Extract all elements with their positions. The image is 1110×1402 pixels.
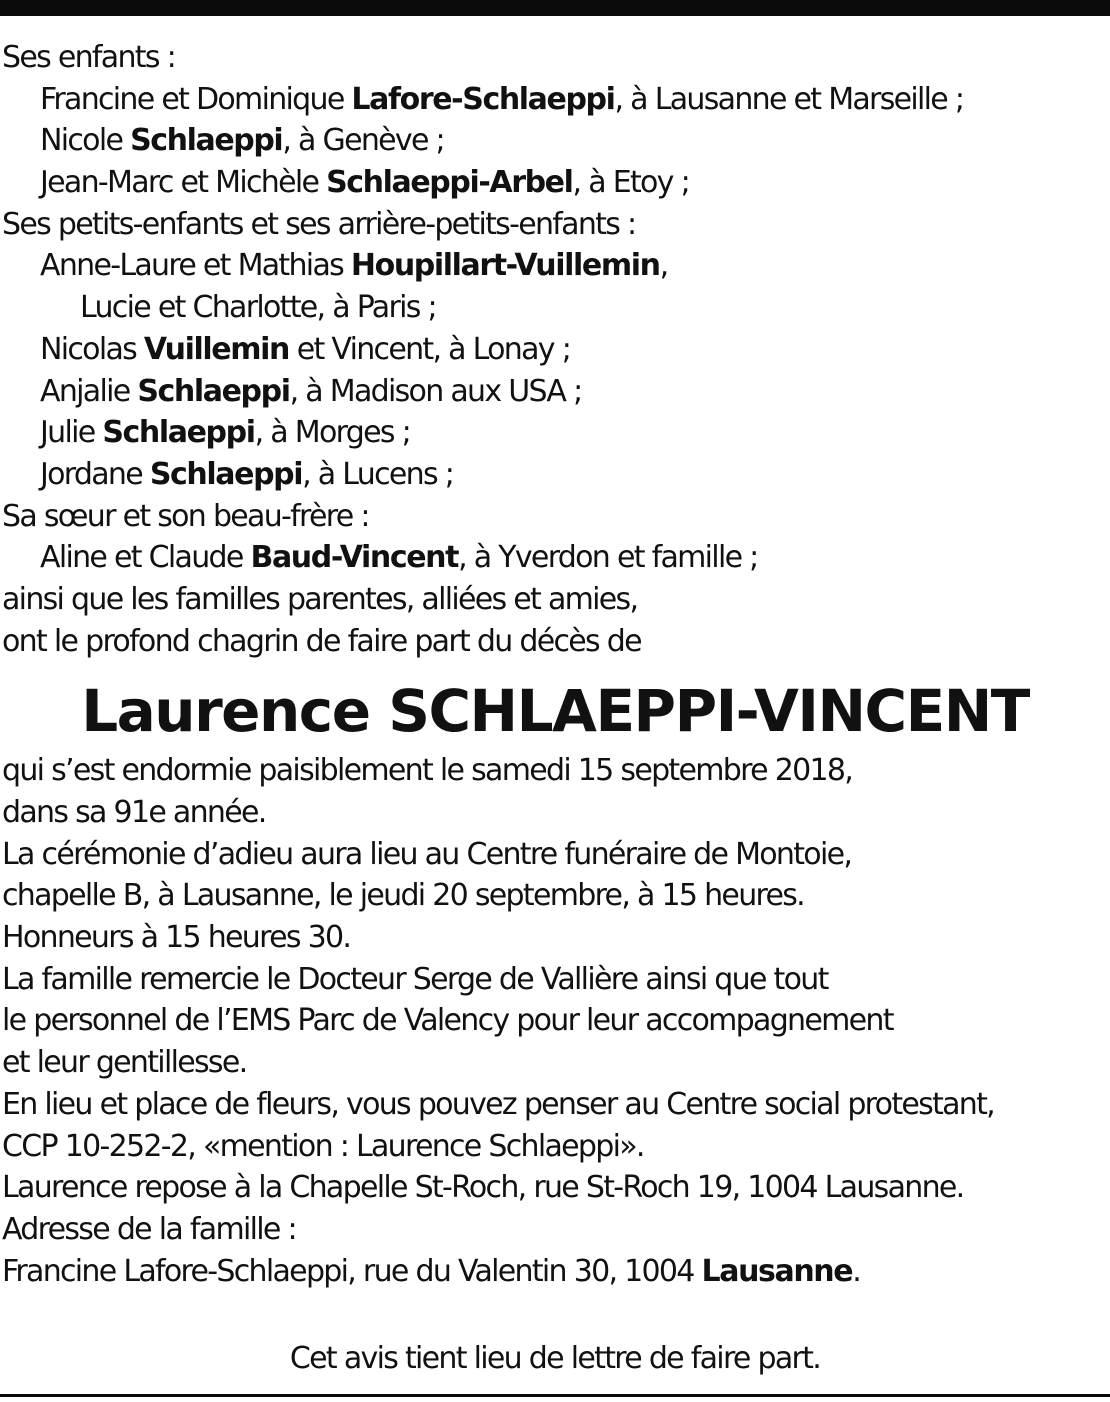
surname: Lafore-Schlaeppi: [351, 81, 615, 117]
surname: Schlaeppi: [137, 373, 290, 409]
footer-note: Cet avis tient lieu de lettre de faire part.: [289, 1341, 821, 1377]
family-line: Jordane Schlaeppi, à Lucens ;: [40, 456, 454, 492]
children-heading: Ses enfants :: [2, 40, 176, 75]
closing-line: ainsi que les familles parentes, alliées et amies,: [2, 581, 638, 617]
surname: Schlaeppi: [149, 456, 303, 492]
family-line: Nicole Schlaeppi, à Genève ;: [40, 123, 444, 159]
detail-line: La famille remercie le Docteur Serge de Vallière ainsi que tout: [2, 961, 828, 997]
family-line: Lucie et Charlotte, à Paris ;: [80, 290, 436, 326]
detail-line: et leur gentillesse.: [2, 1045, 247, 1081]
detail-line: La cérémonie d’adieu aura lieu au Centre funéraire de Montoie,: [2, 836, 852, 872]
detail-line: Laurence repose à la Chapelle St-Roch, rue St-Roch 19, 1004 Lausanne.: [2, 1170, 964, 1206]
family-line: Anne-Laure et Mathias Houpillart-Vuillemin,: [40, 248, 668, 284]
spacer: [2, 1292, 1108, 1332]
family-line: Nicolas Vuillemin et Vincent, à Lonay ;: [40, 331, 571, 367]
bottom-rule: [0, 1394, 1110, 1397]
family-line: Francine et Dominique Lafore-Schlaeppi, à Lausanne et Marseille ;: [40, 81, 964, 117]
family-line: Anjalie Schlaeppi, à Madison aux USA ;: [40, 373, 582, 409]
deceased-name: Laurence SCHLAEPPI-VINCENT: [81, 677, 1029, 746]
family-address: Francine Lafore-Schlaeppi, rue du Valentin 30, 1004 Lausanne.: [2, 1253, 861, 1289]
siblings-heading: Sa sœur et son beau-frère :: [2, 498, 369, 534]
closing-line: ont le profond chagrin de faire part du décès de: [2, 623, 641, 659]
detail-line: qui s’est endormie paisiblement le samedi 15 septembre 2018,: [2, 753, 853, 789]
surname: Baud-Vincent: [250, 540, 459, 576]
grandchildren-heading: Ses petits-enfants et ses arrière-petits-enfants :: [2, 206, 636, 242]
family-line: Aline et Claude Baud-Vincent, à Yverdon et famille ;: [40, 540, 758, 576]
detail-line: CCP 10-252-2, «mention : Laurence Schlaeppi».: [2, 1128, 644, 1164]
detail-line: En lieu et place de fleurs, vous pouvez penser au Centre social protestant,: [2, 1086, 995, 1122]
top-rule: [0, 0, 1110, 16]
surname: Schlaeppi: [130, 123, 283, 159]
detail-line: chapelle B, à Lausanne, le jeudi 20 septembre, à 15 heures.: [2, 878, 804, 914]
obituary-notice: [2, 37, 1108, 1380]
surname: Schlaeppi: [102, 415, 255, 451]
detail-line: Adresse de la famille :: [2, 1211, 296, 1247]
detail-line: le personnel de l’EMS Parc de Valency pour leur accompagnement: [2, 1003, 893, 1039]
family-line: Jean-Marc et Michèle Schlaeppi-Arbel, à Etoy ;: [40, 165, 689, 201]
family-line: Julie Schlaeppi, à Morges ;: [40, 415, 411, 451]
surname: Schlaeppi-Arbel: [326, 165, 573, 201]
address-city: Lausanne: [701, 1253, 853, 1289]
surname: Vuillemin: [143, 331, 289, 367]
detail-line: dans sa 91e année.: [2, 795, 266, 830]
surname: Houpillart-Vuillemin: [350, 248, 660, 284]
detail-line: Honneurs à 15 heures 30.: [2, 920, 351, 956]
